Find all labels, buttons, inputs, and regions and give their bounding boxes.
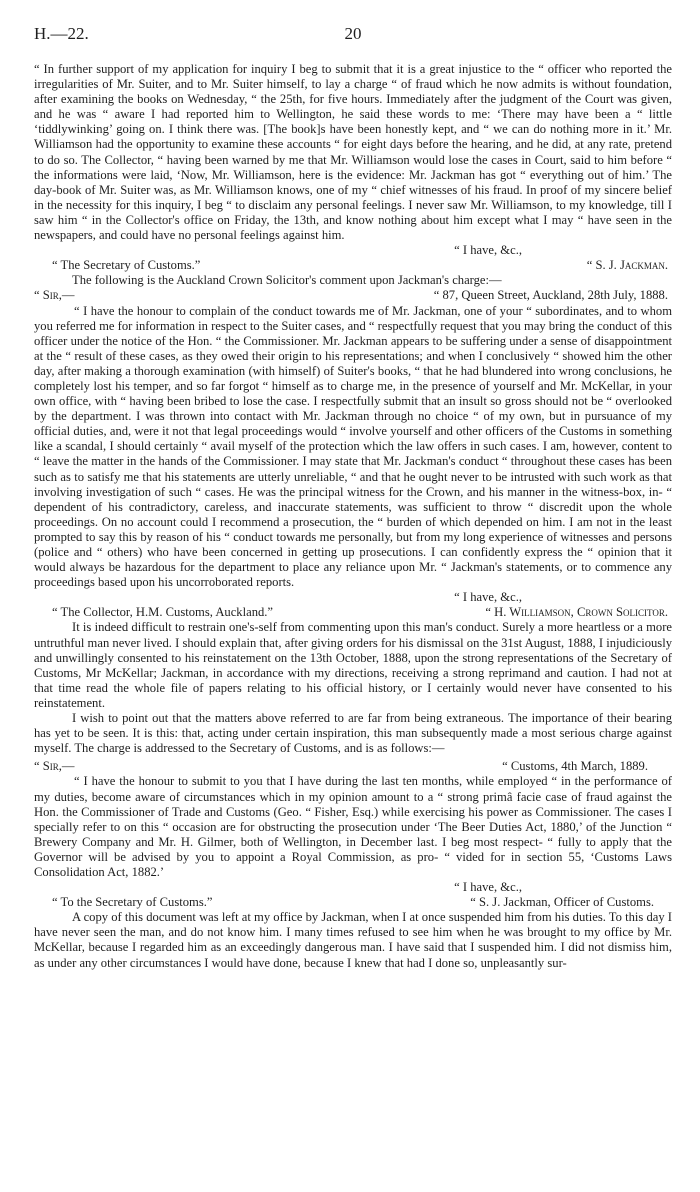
- jackman-letter-paragraph: “ In further support of my application for inquiry I beg to submit that it is a great injustice to the “ officer who reported the irregularities of Mr. Suiter, and to Mr. Suiter himself, to lay a charge “ of fraud which he now admits is without foundation, after examining the books on Wednesday, “ the 25th, for five hours. Immediately after the judgment of the Court was given, and he was “ aware I had reported him to Wellington, he said these words to me: ‘There may have been a “ little ‘tiddlywinking’ going on. I think there was. [The book]s have been honestly kept, and “ we can do nothing more in it.’ Mr. Williamson had the opportunity to examine these accounts “ for eight days before the hearing, and he did, at any rate, pretend to do so. The Collector, “ having been warned by me that Mr. Williamson would lose the cases in Court, said to him before “ the informations were laid, ‘Now, Mr. Williamson, here is the evidence: Mr. Jackman has got “ everything out of him.’ The day-book of Mr. Suiter was, as Mr. Williamson knows, one of my “ chief witnesses of his fraud. In proof of my sincere belief in the necessity for this inquiry, I beg “ to disclaim any personal feelings. I never saw Mr. Williamson, to my knowledge, till I saw him “ in the Collector's office on Friday, the 13th, and know nothing about him except what I may “ have seen in the newspapers, and could have no personal feelings against him.: [34, 62, 672, 243]
- letter-addressee: “ The Secretary of Customs.”: [52, 258, 201, 273]
- letter-signature-row: [34, 258, 672, 273]
- letter-closing: “ I have, &c.,: [454, 243, 522, 258]
- document-reference: H.—22.: [34, 24, 89, 43]
- letter-signature-row: [34, 605, 672, 620]
- letter-salutation: “ Sir,—: [34, 759, 75, 774]
- letter-closing: “ I have, &c.,: [454, 880, 522, 895]
- letter-closing: “ I have, &c.,: [454, 590, 522, 605]
- jackman-charge-letter-body: “ I have the honour to submit to you that I have during the last ten months, while employed “ in the performance of my duties, become aware of circumstances which in my opinion amount to a “ strong primâ facie case of fraud against the Hon. the Commissioner of Trade and Customs (Geo. “ Fisher, Esq.) while exercising his power as Commissioner. The cases I specially refer to on this “ occasion are for obstructing the prosecution under ‘The Beer Duties Act, 1880,’ of the Junction “ Brewery Company and Mr. H. Gilmer, both of Wellington, in December last. I beg most respect- “ fully to apply that the Governor will be advised by you to appoint a Royal Commission, as pro- “ vided for in section 55, ‘Customs Laws Consolidation Act, 1882.’: [34, 774, 672, 879]
- letter-address-date: “ 87, Queen Street, Auckland, 28th July, 1888.: [433, 288, 668, 303]
- body-paragraph: It is indeed difficult to restrain one's-self from commenting upon this man's conduct. Surely a more heartless or a more untruthful man never lived. I should explain that, after giving orders for his dismissal on the 31st August, 1888, I injudiciously and unwillingly consented to his reinstatement on the 13th October, 1888, upon the strong representations of the Secretary of Customs, Mr McKellar; Jackman, in accordance with my directions, receiving a strong reprimand and caution. I had not at that time read the whole file of papers relating to his official history, or I certainly would never have consented to his reinstatement.: [34, 620, 672, 710]
- letter-signature: “ H. Williamson, Crown Solicitor.: [485, 605, 668, 620]
- body-paragraph: I wish to point out that the matters above referred to are far from being extraneous. The importance of their bearing has yet to be seen. It is this: that, acting under certain inspiration, this man subsequently made a most serious charge against myself. The charge is addressed to the Secretary of Customs, and is as follows:—: [34, 711, 672, 756]
- letter-signature: “ S. J. Jackman, Officer of Customs.: [470, 895, 654, 910]
- letter-heading-row: [34, 288, 672, 303]
- crown-solicitor-letter-body: “ I have the honour to complain of the conduct towards me of Mr. Jackman, one of your “ subordinates, and to whom you referred me for information in respect to the Suiter cases, and “ respectfully request that you may bring the conduct of this officer under the notice of the Hon. “ the Commissioner. Mr. Jackman appears to be suffering under a sense of disappointment at the “ result of these cases, as they owed their origin to his representations; and when I conclusively “ showed him the other day, after making a thorough examination (with himself) of Suiter's books, “ that he had blundered into wrong conclusions, he completely lost his temper, and so far forgot “ himself as to charge me, in the presence of yourself and Mr. McKellar, in your own office, with “ having been bribed to lose the case. I respectfully submit that an insult so gross should not be “ overlooked by the department. I was thrown into contact with Mr. Jackman through no choice “ of my own, but in pursuance of my official duties, and, were it not that legal proceedings would “ involve yourself and other officers of the Customs in something like a scandal, I should certainly “ avail myself of the protection which the law offers in such cases. I am, however, content to “ leave the matter in the hands of the Commissioner. I may state that Mr. Jackman's conduct “ throughout these cases has been such as to satisfy me that his statements are utterly unreliable, “ and that he ought never to be intrusted with such work as that involving investigation of such “ cases. He was the principal witness for the Crown, and his manner in the witness-box, in- “ dependent of his contradictory, careless, and inaccurate statements, was sufficient to throw “ discredit upon the whole proceedings. On no account could I recommend a prosecution, the “ burden of which depended on him. I am not in the least prompted to say this by reason of his “ conduct towards me personally, but from my long experience of witnesses and persons (police and “ others) who have been concerned in getting up prosecutions. I can confidently express the “ opinion that it would always be hazardous for the department to place any reliance upon Mr. “ Jackman's statements, or to commence any proceedings based upon his uncorroborated reports.: [34, 303, 672, 590]
- intro-paragraph: The following is the Auckland Crown Solicitor's comment upon Jackman's charge:—: [72, 273, 502, 288]
- letter-signature: “ S. J. Jackman.: [586, 258, 668, 273]
- letter-address-date: “ Customs, 4th March, 1889.: [502, 759, 648, 774]
- letter-signature-row: [34, 895, 672, 910]
- letter-addressee: “ The Collector, H.M. Customs, Auckland.”: [52, 605, 274, 620]
- page-header: [34, 26, 672, 62]
- letter-addressee: “ To the Secretary of Customs.”: [52, 895, 213, 910]
- page-number: 20: [344, 24, 362, 43]
- letter-heading-row: [34, 759, 672, 774]
- body-paragraph: A copy of this document was left at my office by Jackman, when I at once suspended him from his duties. To this day I have never seen the man, and do not know him. I many times refused to see him when he was brought to my office by Mr. McKellar, because I regarded him as an exceedingly dangerous man. I have said that I suspended him. I did not dismiss him, as under any other circumstances I would have done, because I knew that had I done so, unpleasantly sur-: [34, 910, 672, 970]
- letter-salutation: “ Sir,—: [34, 288, 75, 303]
